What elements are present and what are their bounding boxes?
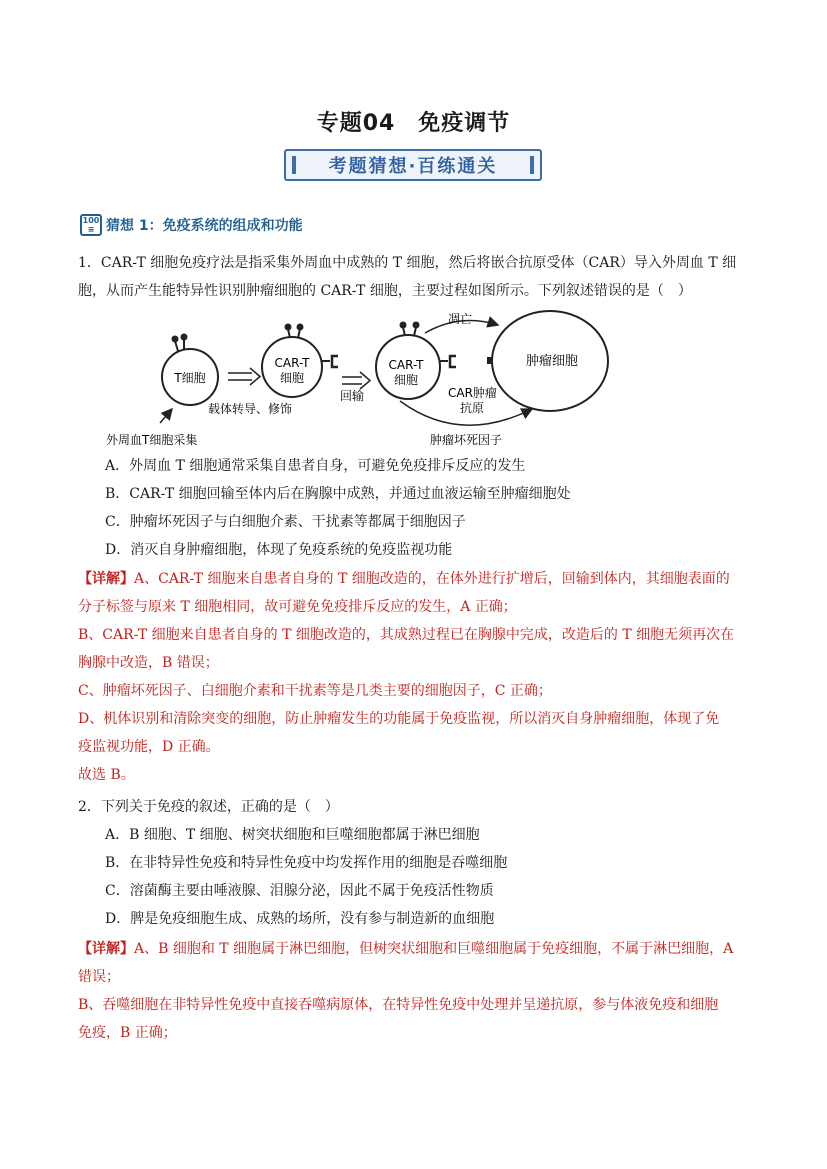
option-c: C．溶菌酶主要由唾液腺、泪腺分泌，因此不属于免疫活性物质 <box>105 883 494 899</box>
car-t-receptors <box>286 325 303 339</box>
page-title: 专题04 免疫调节 <box>316 111 511 136</box>
detail-line: 分子标签与原来 T 细胞相同，故可避免免疫排斥反应的发生，A 正确； <box>78 599 517 615</box>
car-t-receptors-2 <box>401 323 419 337</box>
option-d: D．消灭自身肿瘤细胞，体现了免疫系统的免疫监视功能 <box>105 542 453 558</box>
q1-options <box>105 452 755 564</box>
q1-detail <box>78 565 758 789</box>
reinfusion-arrow <box>342 372 370 389</box>
q2-options <box>105 821 755 933</box>
car-antigen-label: 抗原 <box>460 401 485 415</box>
option-c: C．肿瘤坏死因子与白细胞介素、干扰素等都属于细胞因子 <box>105 514 466 530</box>
car-antigen-label: CAR肿瘤 <box>448 386 497 400</box>
car-t-process-diagram <box>100 305 620 453</box>
q1-stem-line: 胞，从而产生能特异性识别肿瘤细胞的 CAR-T 细胞，主要过程如图所示。下列叙述错误的是（ ） <box>78 283 692 299</box>
detail-line: D、机体识别和清除突变的细胞，防止肿瘤发生的功能属于免疫监视，所以消灭自身肿瘤细胞，体现了免 <box>78 711 720 727</box>
detail-label: 【详解】 <box>78 941 134 957</box>
t-cell-receptors <box>173 335 187 352</box>
option-a: A．外周血 T 细胞通常采集自患者自身，可避免免疫排斥反应的发生 <box>105 458 526 474</box>
t-cell-label: T细胞 <box>174 371 206 385</box>
banner-left-bar <box>292 156 296 174</box>
reinfuse-label: 回输 <box>340 389 365 403</box>
detail-line: C、肿瘤坏死因子、白细胞介素和干扰素等是几类主要的细胞因子，C 正确； <box>78 683 552 699</box>
detail-line: 胸腺中改造，B 错误； <box>78 655 219 671</box>
q2-stem: 2．下列关于免疫的叙述，正确的是（ ） <box>78 799 339 815</box>
vector-label: 载体转导、修饰 <box>208 402 293 416</box>
tumor-label: 肿瘤细胞 <box>525 354 579 369</box>
collection-label: 外周血T细胞采集 <box>106 433 198 447</box>
detail-text: A、CAR-T 细胞来自患者自身的 T 细胞改造的，在体外进行扩增后，回输到体内，其细胞表面的 <box>134 571 730 587</box>
car-t-label: 细胞 <box>279 371 305 385</box>
score-100-icon: 100 ≡ <box>80 214 102 236</box>
detail-line: 错误； <box>78 969 120 985</box>
banner-right-bar <box>530 156 534 174</box>
section-title: 猜想 1：免疫系统的组成和功能 <box>106 218 303 234</box>
detail-line: 免疫，B 正确； <box>78 1025 177 1041</box>
detail-line <box>78 935 758 963</box>
option-a: A．B 细胞、T 细胞、树突状细胞和巨噬细胞都属于淋巴细胞 <box>105 827 480 843</box>
car-t-label: CAR-T <box>388 358 424 372</box>
detail-label: 【详解】 <box>78 571 134 587</box>
apoptosis-label: 凋亡 <box>448 312 473 326</box>
banner-text: 考题猜想·百练通关 <box>328 156 498 177</box>
car-receptor-icon <box>332 356 338 367</box>
detail-line: 故选 B。 <box>78 767 135 783</box>
tumor-antigen-icon <box>487 357 493 364</box>
section-banner <box>284 149 542 181</box>
detail-line: B、CAR-T 细胞来自患者自身的 T 细胞改造的，其成熟过程已在胸腺中完成，改造后的 T 细胞无须再次在 <box>78 627 735 643</box>
collection-arrow <box>160 409 172 423</box>
option-b: B．CAR-T 细胞回输至体内后在胸腺中成熟，并通过血液运输至肿瘤细胞处 <box>105 486 571 502</box>
option-b: B．在非特异性免疫和特异性免疫中均发挥作用的细胞是吞噬细胞 <box>105 855 508 871</box>
car-receptor-icon <box>450 356 456 367</box>
q1-stem-line: 1．CAR-T 细胞免疫疗法是指采集外周血中成熟的 T 细胞，然后将嵌合抗原受体（CAR）导入外周血 T 细 <box>78 255 737 271</box>
q1-stem <box>78 249 758 305</box>
tnf-label: 肿瘤坏死因子 <box>430 433 503 447</box>
option-d: D．脾是免疫细胞生成、成熟的场所，没有参与制造新的血细胞 <box>105 911 495 927</box>
detail-line: B、吞噬细胞在非特异性免疫中直接吞噬病原体，在特异性免疫中处理并呈递抗原，参与体液免疫和细胞 <box>78 997 719 1013</box>
car-t-label: CAR-T <box>274 356 310 370</box>
car-t-label: 细胞 <box>393 373 419 387</box>
q2-detail <box>78 935 758 1047</box>
section-heading <box>80 214 303 236</box>
transduction-arrow <box>228 368 260 385</box>
detail-line <box>78 565 758 593</box>
detail-line: 疫监视功能，D 正确。 <box>78 739 220 755</box>
detail-text: A、B 细胞和 T 细胞属于淋巴细胞，但树突状细胞和巨噬细胞属于免疫细胞，不属于淋巴细胞，A <box>134 941 734 957</box>
